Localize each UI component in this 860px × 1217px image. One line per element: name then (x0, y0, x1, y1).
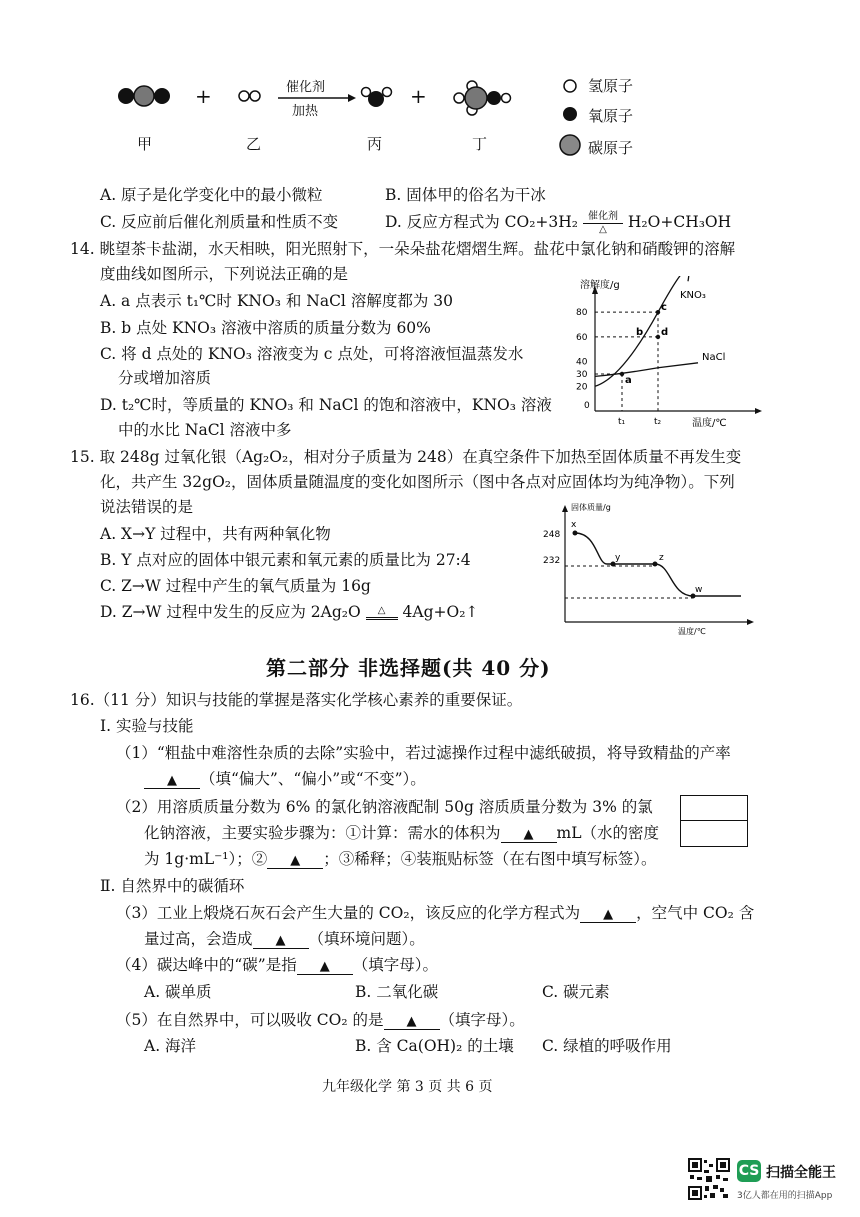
catalyst-label: 催化剂 (286, 80, 326, 95)
heat-label: 加热 (292, 104, 319, 119)
q14-option-c-line1: C. 将 d 点处的 KNO₃ 溶液变为 c 点处，可将溶液恒温蒸发水 (100, 345, 524, 363)
carbon-atom-icon (560, 135, 580, 155)
point-x (573, 531, 578, 536)
q16-part3-line2: 量过高，会造成 ▲ （填环境问题）。 (144, 930, 425, 948)
q15-stem-line2: 化，共产生 32gO₂，固体质量随温度的变化如图所示（图中各点对应固体均为纯净物）。下列 (100, 473, 735, 491)
q16-part5-option-a: A. 海洋 (144, 1037, 197, 1055)
condition-arrow: 催化剂 △ (583, 212, 623, 235)
label-jia: 甲 (137, 135, 153, 153)
q16-part4: （4）碳达峰中的“碳”是指 ▲ （填字母）。 (116, 956, 438, 974)
point-label-d: d (661, 326, 669, 338)
series-label-nacl: NaCl (702, 352, 726, 363)
oxygen-atom-icon (563, 107, 577, 121)
section-heading: Ⅰ. 实验与技能 (100, 717, 194, 735)
q16-part2-line1: （2）用溶质质量分数为 6% 的氯化钠溶液配制 50g 溶质质量分数为 3% 的氯 (116, 798, 653, 816)
q14-option-d-line2: 中的水比 NaCl 溶液中多 (118, 421, 292, 439)
mass-curve (575, 533, 741, 596)
q14-option-a: A. a 点表示 t₁℃时 KNO₃ 和 NaCl 溶解度都为 30 (100, 292, 453, 310)
bottle-label-box[interactable] (680, 795, 748, 847)
q15-option-a: A. X→Y 过程中，共有两种氧化物 (100, 525, 331, 543)
y-tick-label: 232 (543, 556, 561, 566)
q16-part1-line1: （1）“粗盐中难溶性杂质的去除”实验中，若过滤操作过程中滤纸破损，将导致精盐的产率 (116, 744, 731, 762)
q15-option-c: C. Z→W 过程中产生的氧气质量为 16g (100, 577, 371, 595)
answer-blank[interactable]: ▲ (253, 933, 309, 949)
q13-option-b: B. 固体甲的俗名为干冰 (385, 186, 546, 204)
q16-part2-line2: 化钠溶液，主要实验步骤为：①计算：需水的体积为 ▲ mL（水的密度 (144, 824, 660, 842)
y-tick-label: 80 (576, 308, 588, 319)
x-tick-label: t₁ (618, 417, 626, 427)
qr-code-icon (688, 1158, 730, 1200)
label-bing: 丙 (367, 135, 383, 153)
hydrogen-atom-icon (564, 80, 576, 92)
answer-blank[interactable]: ▲ (384, 1014, 440, 1030)
q15-option-b: B. Y 点对应的固体中银元素和氧元素的质量比为 27:4 (100, 551, 471, 569)
q16-part4-option-b: B. 二氧化碳 (355, 983, 439, 1001)
scanner-tagline: 3亿人都在用的扫描App (737, 1191, 833, 1201)
point-z (653, 562, 658, 567)
molecule-ding (454, 81, 511, 115)
solubility-chart (570, 276, 770, 431)
answer-blank[interactable]: ▲ (267, 853, 323, 869)
y-tick-label: 30 (576, 369, 588, 380)
q16-part5: （5）在自然界中，可以吸收 CO₂ 的是 ▲ （填字母）。 (116, 1011, 525, 1029)
legend-hydrogen: 氢原子 (588, 77, 634, 95)
y-tick-label: 248 (543, 530, 561, 540)
q13-option-d: D. 反应方程式为 CO₂+3H₂ 催化剂 △ H₂O+CH₃OH (385, 210, 732, 235)
x-tick-label: 0 (584, 401, 590, 411)
q16-part4-option-a: A. 碳单质 (144, 983, 212, 1001)
q16-part4-option-c: C. 碳元素 (542, 983, 610, 1001)
answer-blank[interactable]: ▲ (501, 827, 557, 843)
q14-stem-line2: 度曲线如图所示，下列说法正确的是 (100, 265, 349, 283)
q15-stem-line1: 15. 取 248g 过氧化银（Ag₂O₂，相对分子质量为 248）在真空条件下加热至固体质量不再发生变 (70, 448, 742, 466)
q16-part3-line1: （3）工业上煅烧石灰石会产生大量的 CO₂，该反应的化学方程式为 ▲ ，空气中 CO₂ 含 (116, 904, 755, 922)
molecule-yi (239, 91, 260, 101)
x-axis-label: 温度/℃ (692, 418, 727, 429)
q15-stem-line3: 说法错误的是 (100, 498, 194, 516)
point-a (620, 372, 624, 376)
q14-option-d-line1: D. t₂℃时，等质量的 KNO₃ 和 NaCl 的饱和溶液中，KNO₃ 溶液 (100, 396, 552, 414)
mass-temperature-chart (535, 500, 755, 638)
point-c (656, 310, 660, 314)
plus-sign: + (195, 84, 212, 108)
plus-sign: + (410, 84, 427, 108)
q16-stem: 16.（11 分）知识与技能的掌握是落实化学核心素养的重要保证。 (70, 691, 523, 709)
q15-option-d: D. Z→W 过程中发生的反应为 2Ag₂O △ 4Ag+O₂↑ (100, 603, 479, 621)
y-axis-label: 固体质量/g (571, 503, 611, 512)
point-label-c: c (661, 302, 667, 314)
point-label-y: y (615, 553, 621, 563)
q13-option-c: C. 反应前后催化剂质量和性质不变 (100, 213, 339, 231)
point-label-x: x (571, 520, 577, 530)
label-yi: 乙 (246, 135, 262, 153)
part2-title: 第二部分 非选择题(共 40 分) (266, 656, 551, 680)
condition-arrow: △ (366, 606, 398, 621)
q14-stem-line1: 14. 眺望茶卡盐湖，水天相映，阳光照射下，一朵朵盐花熠熠生辉。盐花中氯化钠和硝酸钾的溶解 (70, 240, 736, 258)
molecule-bing (362, 88, 392, 108)
label-ding: 丁 (472, 135, 488, 153)
section-heading: Ⅱ. 自然界中的碳循环 (100, 877, 245, 895)
answer-blank[interactable]: ▲ (580, 907, 636, 923)
molecule-jia (118, 86, 170, 106)
x-tick-label: t₂ (654, 417, 662, 427)
page-footer: 九年级化学 第 3 页 共 6 页 (322, 1079, 493, 1095)
y-axis-label: 溶解度/g (580, 280, 620, 291)
series-label-kno3: KNO₃ (680, 290, 706, 301)
camscanner-logo: CS (737, 1160, 761, 1182)
point-label-b: b (636, 326, 644, 338)
scanner-app-name: 扫描全能王 (766, 1165, 836, 1181)
label-divider (681, 820, 747, 821)
answer-blank[interactable]: ▲ (144, 773, 200, 789)
q13-option-a: A. 原子是化学变化中的最小微粒 (100, 186, 323, 204)
q16-part5-option-b: B. 含 Ca(OH)₂ 的土壤 (355, 1037, 514, 1055)
point-label-a: a (625, 374, 632, 386)
q16-part1-line2: ▲ （填“偏大”、“偏小”或“不变”）。 (144, 767, 426, 789)
q14-option-b: B. b 点处 KNO₃ 溶液中溶质的质量分数为 60% (100, 319, 431, 337)
legend-oxygen: 氧原子 (588, 107, 634, 125)
answer-blank[interactable]: ▲ (297, 959, 353, 975)
point-label-w: w (695, 585, 703, 595)
point-label-z: z (659, 553, 664, 563)
y-tick-label: 60 (576, 332, 588, 343)
y-tick-label: 20 (576, 382, 588, 393)
q14-option-c-line2: 分或增加溶质 (118, 369, 212, 387)
q16-part2-line3: 为 1g·mL⁻¹）；② ▲ ；③稀释；④装瓶贴标签（在右图中填写标签）。 (144, 850, 657, 868)
legend-carbon: 碳原子 (588, 139, 634, 157)
nacl-curve (595, 363, 698, 377)
q16-part5-option-c: C. 绿植的呼吸作用 (542, 1037, 672, 1055)
x-axis-label: 温度/℃ (678, 627, 706, 636)
atom-legend-icons (558, 74, 584, 164)
point-d (656, 335, 660, 339)
y-tick-label: 40 (576, 357, 588, 368)
